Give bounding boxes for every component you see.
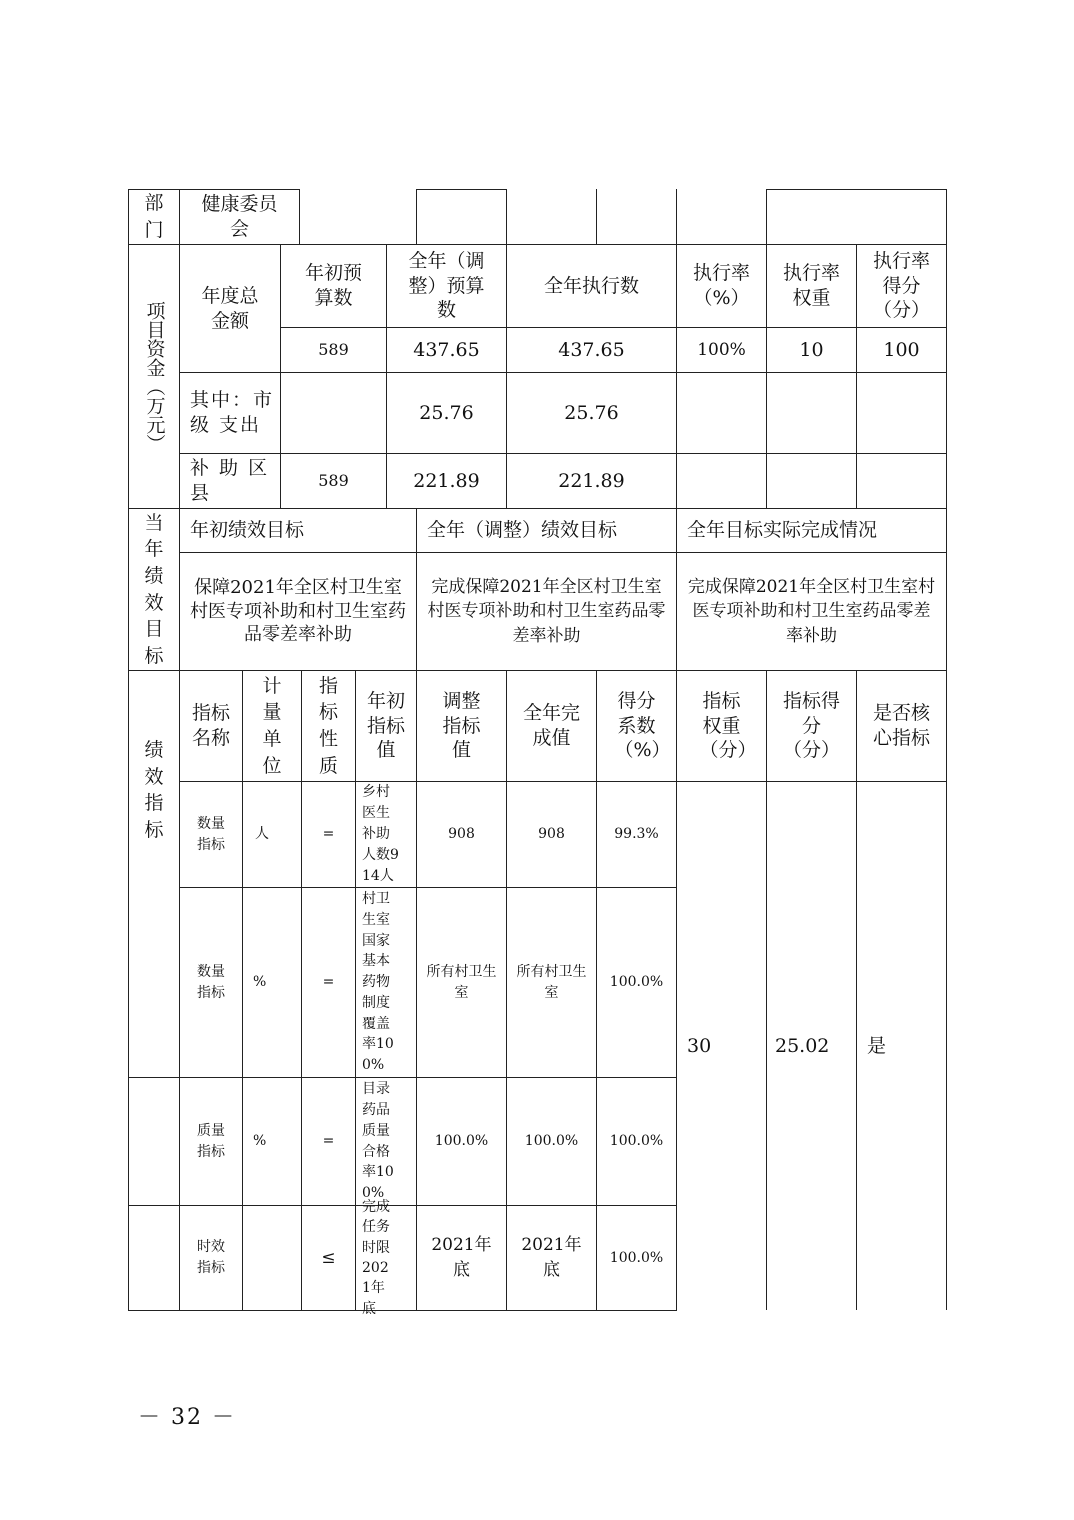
funds-total-weight: 10 — [799, 338, 824, 361]
ind-score-value: 25.02 — [775, 1034, 830, 1057]
funds-col-weight: 执行率权重 — [782, 262, 840, 309]
ind-row-coef: 100.0% — [609, 1133, 664, 1149]
goals-adjusted-text: 完成保障2021年全区村卫生室村医专项补助和村卫生室药品零差率补助 — [427, 576, 666, 646]
funds-city-label: 其中：市 级 支出 — [190, 389, 275, 436]
ind-row-name: 数量指标 — [197, 963, 225, 1001]
ind-header-core: 是否核心指标 — [872, 702, 930, 749]
funds-district-executed: 221.89 — [558, 469, 625, 492]
ind-row-unit: % — [253, 1133, 267, 1149]
goals-actual-text: 完成保障2021年全区村卫生室村医专项补助和村卫生室药品零差率补助 — [687, 576, 936, 646]
indicators-section-label: 绩效指标 — [144, 739, 164, 841]
rule — [676, 189, 677, 244]
ind-row-completed: 2021年底 — [521, 1235, 582, 1280]
page-number: － 32 － — [138, 1405, 236, 1430]
dept-name: 健康委员会 — [201, 193, 278, 240]
funds-city-adjusted: 25.76 — [419, 401, 474, 424]
ind-header-weight: 指标权重（分） — [699, 689, 757, 762]
ind-row-coef: 99.3% — [614, 826, 659, 842]
ind-core-value: 是 — [867, 1034, 887, 1057]
goals-section-label: 当年绩效目标 — [144, 511, 164, 667]
ind-header-nature: 指标性质 — [318, 674, 338, 777]
rule — [416, 189, 417, 244]
ind-row-nature: = — [322, 826, 335, 842]
funds-total-score: 100 — [883, 338, 920, 361]
funds-total-executed: 437.65 — [558, 338, 625, 361]
ind-row-completed: 所有村卫生室 — [516, 963, 587, 1001]
goals-initial-text: 保障2021年全区村卫生室村医专项补助和村卫生室药品零差率补助 — [190, 577, 406, 646]
ind-row-initial: 村卫生室国家基本药物制度覆盖率100% — [362, 891, 394, 1074]
rule — [946, 189, 947, 508]
rule — [416, 189, 506, 190]
ind-row-adjusted: 908 — [448, 826, 475, 842]
funds-district-adjusted: 221.89 — [413, 469, 480, 492]
ind-row-name: 质量指标 — [197, 1122, 225, 1160]
funds-district-initial: 589 — [318, 470, 349, 490]
funds-city-executed: 25.76 — [564, 401, 619, 424]
rule — [766, 189, 767, 244]
ind-row-nature: ≤ — [321, 1247, 336, 1268]
funds-col-score: 执行率得分（分） — [872, 249, 930, 322]
ind-row-initial: 乡村医生补助人数914人 — [362, 784, 399, 884]
funds-total-rate: 100% — [697, 339, 746, 360]
ind-row-initial: 完成任务时限2021年底 — [362, 1199, 390, 1317]
ind-header-initial: 年初指标值 — [366, 689, 405, 762]
funds-total-initial: 589 — [318, 340, 349, 360]
funds-total-adjusted: 437.65 — [413, 338, 480, 361]
ind-header-unit: 计量单位 — [262, 674, 282, 777]
funds-col-total: 年度总金额 — [201, 284, 259, 332]
rule — [506, 189, 507, 244]
dept-label: 部门 — [144, 192, 164, 241]
goals-adjusted-header: 全年（调整）绩效目标 — [427, 519, 618, 542]
ind-weight-value: 30 — [687, 1034, 712, 1057]
ind-row-adjusted: 所有村卫生室 — [426, 963, 497, 1001]
ind-row-completed: 908 — [538, 826, 565, 842]
ind-header-adjusted: 调整指标值 — [442, 689, 481, 762]
funds-section-label: 项目资金（万元） — [143, 300, 166, 453]
goals-initial-header: 年初绩效目标 — [190, 519, 305, 542]
ind-row-name: 时效指标 — [197, 1239, 225, 1276]
funds-col-executed: 全年执行数 — [543, 274, 639, 297]
rule — [596, 189, 597, 244]
funds-col-adjusted: 全年（调整）预算数 — [408, 249, 485, 322]
ind-header-name: 指标名称 — [191, 702, 230, 749]
ind-row-name: 数量指标 — [197, 815, 225, 853]
ind-row-coef: 100.0% — [609, 974, 664, 990]
ind-row-unit: % — [253, 974, 267, 990]
rule — [946, 508, 947, 1310]
ind-row-adjusted: 2021年底 — [431, 1235, 492, 1280]
ind-row-nature: = — [322, 1133, 335, 1149]
rule — [299, 189, 300, 244]
ind-row-nature: = — [322, 974, 335, 990]
ind-row-unit: 人 — [255, 826, 269, 842]
ind-header-coef: 得分系数（%） — [614, 689, 671, 762]
funds-col-initial: 年初预算数 — [304, 262, 362, 309]
ind-header-score: 指标得分（分） — [782, 689, 840, 762]
ind-header-completed: 全年完成值 — [522, 702, 580, 749]
rule — [766, 189, 946, 190]
ind-row-unit — [243, 1206, 301, 1310]
rule — [128, 1310, 677, 1311]
funds-district-label: 补 助 区县 — [190, 457, 270, 504]
ind-row-initial: 目录药品质量合格率100% — [362, 1081, 394, 1201]
funds-city-initial — [281, 373, 386, 453]
ind-row-coef: 100.0% — [609, 1249, 664, 1266]
goals-actual-header: 全年目标实际完成情况 — [687, 519, 878, 542]
funds-col-rate: 执行率（%） — [692, 262, 750, 309]
ind-row-adjusted: 100.0% — [434, 1133, 489, 1149]
ind-row-completed: 100.0% — [524, 1133, 579, 1149]
